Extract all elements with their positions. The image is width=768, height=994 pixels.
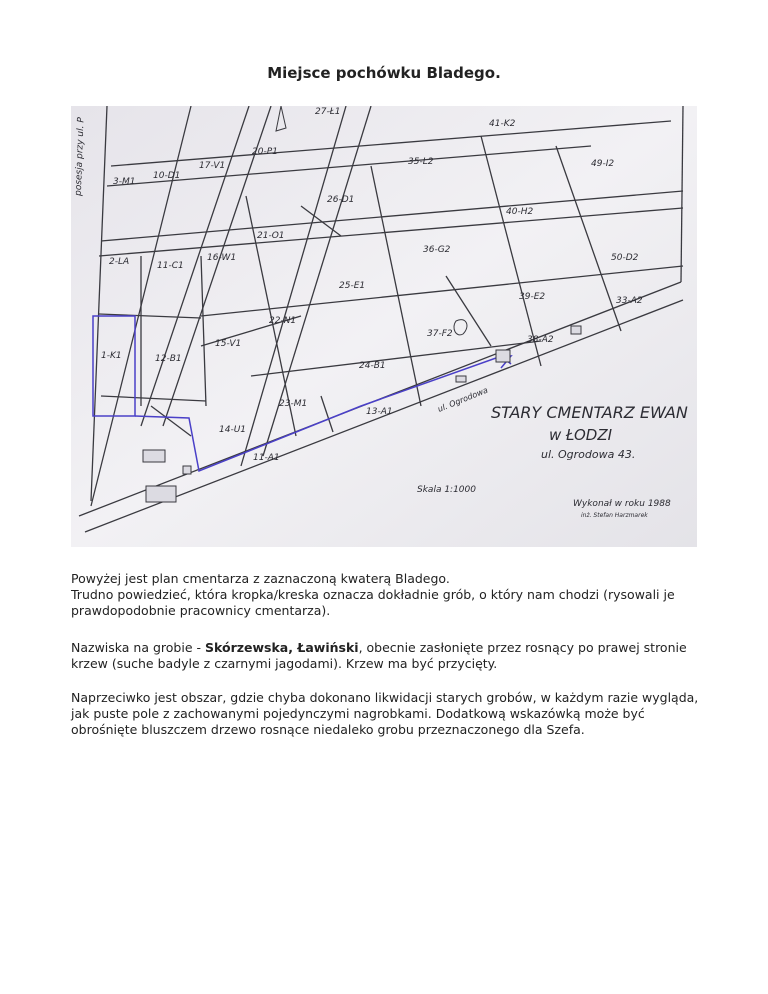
map-plot-label: 49-I2 [591, 159, 615, 169]
paragraph-text: , obecnie zasłonięte przez rosnący po prawej stronie krzew (suche badyle z czarnymi jagodami). Krzew ma być przycięty. [71, 640, 687, 671]
map-plot-label: 26-D1 [327, 195, 355, 205]
paragraph-line: Powyżej jest plan cmentarza z zaznaczoną kwaterą Bladego. [71, 571, 450, 586]
map-plot-label: 38-A2 [527, 335, 554, 345]
map-plot-label: 15-V1 [215, 339, 242, 349]
map-plot-label: 14-U1 [219, 425, 247, 435]
map-plot-label: 17-V1 [199, 161, 226, 171]
map-plot-label: 22-N1 [269, 316, 297, 326]
map-plot-label: 36-G2 [423, 245, 451, 255]
map-plot-label: 16-W1 [207, 253, 237, 263]
map-plot-label: 1-K1 [101, 351, 122, 361]
map-plot-label: 40-H2 [506, 207, 534, 217]
paragraph-grave-names [71, 640, 701, 672]
map-scale: Skala 1:1000 [417, 485, 476, 495]
paragraph-area-description: Naprzeciwko jest obszar, gdzie chyba dokonano likwidacji starych grobów, w każdym razie wygląda, jak puste pole z zachowanymi pojedynczymi nagrobkami. Dodatkową wskazówką może być obrośnięte bluszczem drzewo rosnące niedaleko grobu przeznaczonego dla Szefa. [71, 690, 699, 737]
map-plot-label: 25-E1 [339, 281, 366, 291]
map-plot-label: 50-D2 [611, 253, 639, 263]
map-plot-label: 3-M1 [113, 177, 136, 187]
map-plot-label: 33-A2 [616, 296, 643, 306]
map-made-year: Wykonał w roku 1988 [573, 499, 671, 509]
map-plot-label: 13-A1 [366, 407, 393, 417]
map-plot-label: 11-A1 [253, 453, 280, 463]
map-plot-label: 11-C1 [157, 261, 184, 271]
map-street-left-label: posesja przy ul. P [73, 117, 87, 197]
map-author: inż. Stefan Harzmarek [581, 512, 648, 519]
map-street-bottom-label: ul. Ogrodowa [436, 385, 490, 414]
map-plot-label: 27-Ł1 [315, 107, 341, 117]
map-address: ul. Ogrodowa 43. [541, 448, 636, 461]
cemetery-map-photo [71, 106, 697, 547]
map-plot-label: 24-B1 [359, 361, 386, 371]
map-plot-label: 23-M1 [279, 399, 308, 409]
paragraph-line: Trudno powiedzieć, która kropka/kreska oznacza dokładnie grób, o który nam chodzi (rysowali je prawdopodobnie pracownicy cmentarza). [71, 587, 675, 618]
grave-surnames: Skórzewska, Ławiński [205, 640, 359, 655]
map-plot-label: 21-O1 [257, 231, 285, 241]
map-plot-label: 10-D1 [153, 171, 181, 181]
map-title-line2: w ŁODZI [549, 426, 613, 444]
page-title: Miejsce pochówku Bladego. [267, 64, 501, 82]
paragraph-text: Nazwiska na grobie - [71, 640, 205, 655]
map-plot-label: 2-LA [109, 257, 130, 267]
map-title-line1: STARY CMENTARZ EWAN [491, 403, 688, 422]
cemetery-map-drawing [71, 106, 697, 547]
map-plot-label: 35-L2 [408, 157, 434, 167]
map-plot-label: 12-B1 [155, 354, 182, 364]
map-plot-label: 37-F2 [427, 329, 453, 339]
map-plot-label: 20-P1 [252, 147, 278, 157]
map-plot-label: 39-E2 [519, 292, 546, 302]
map-plot-label: 41-K2 [489, 119, 516, 129]
paragraph-map-description [71, 571, 701, 619]
